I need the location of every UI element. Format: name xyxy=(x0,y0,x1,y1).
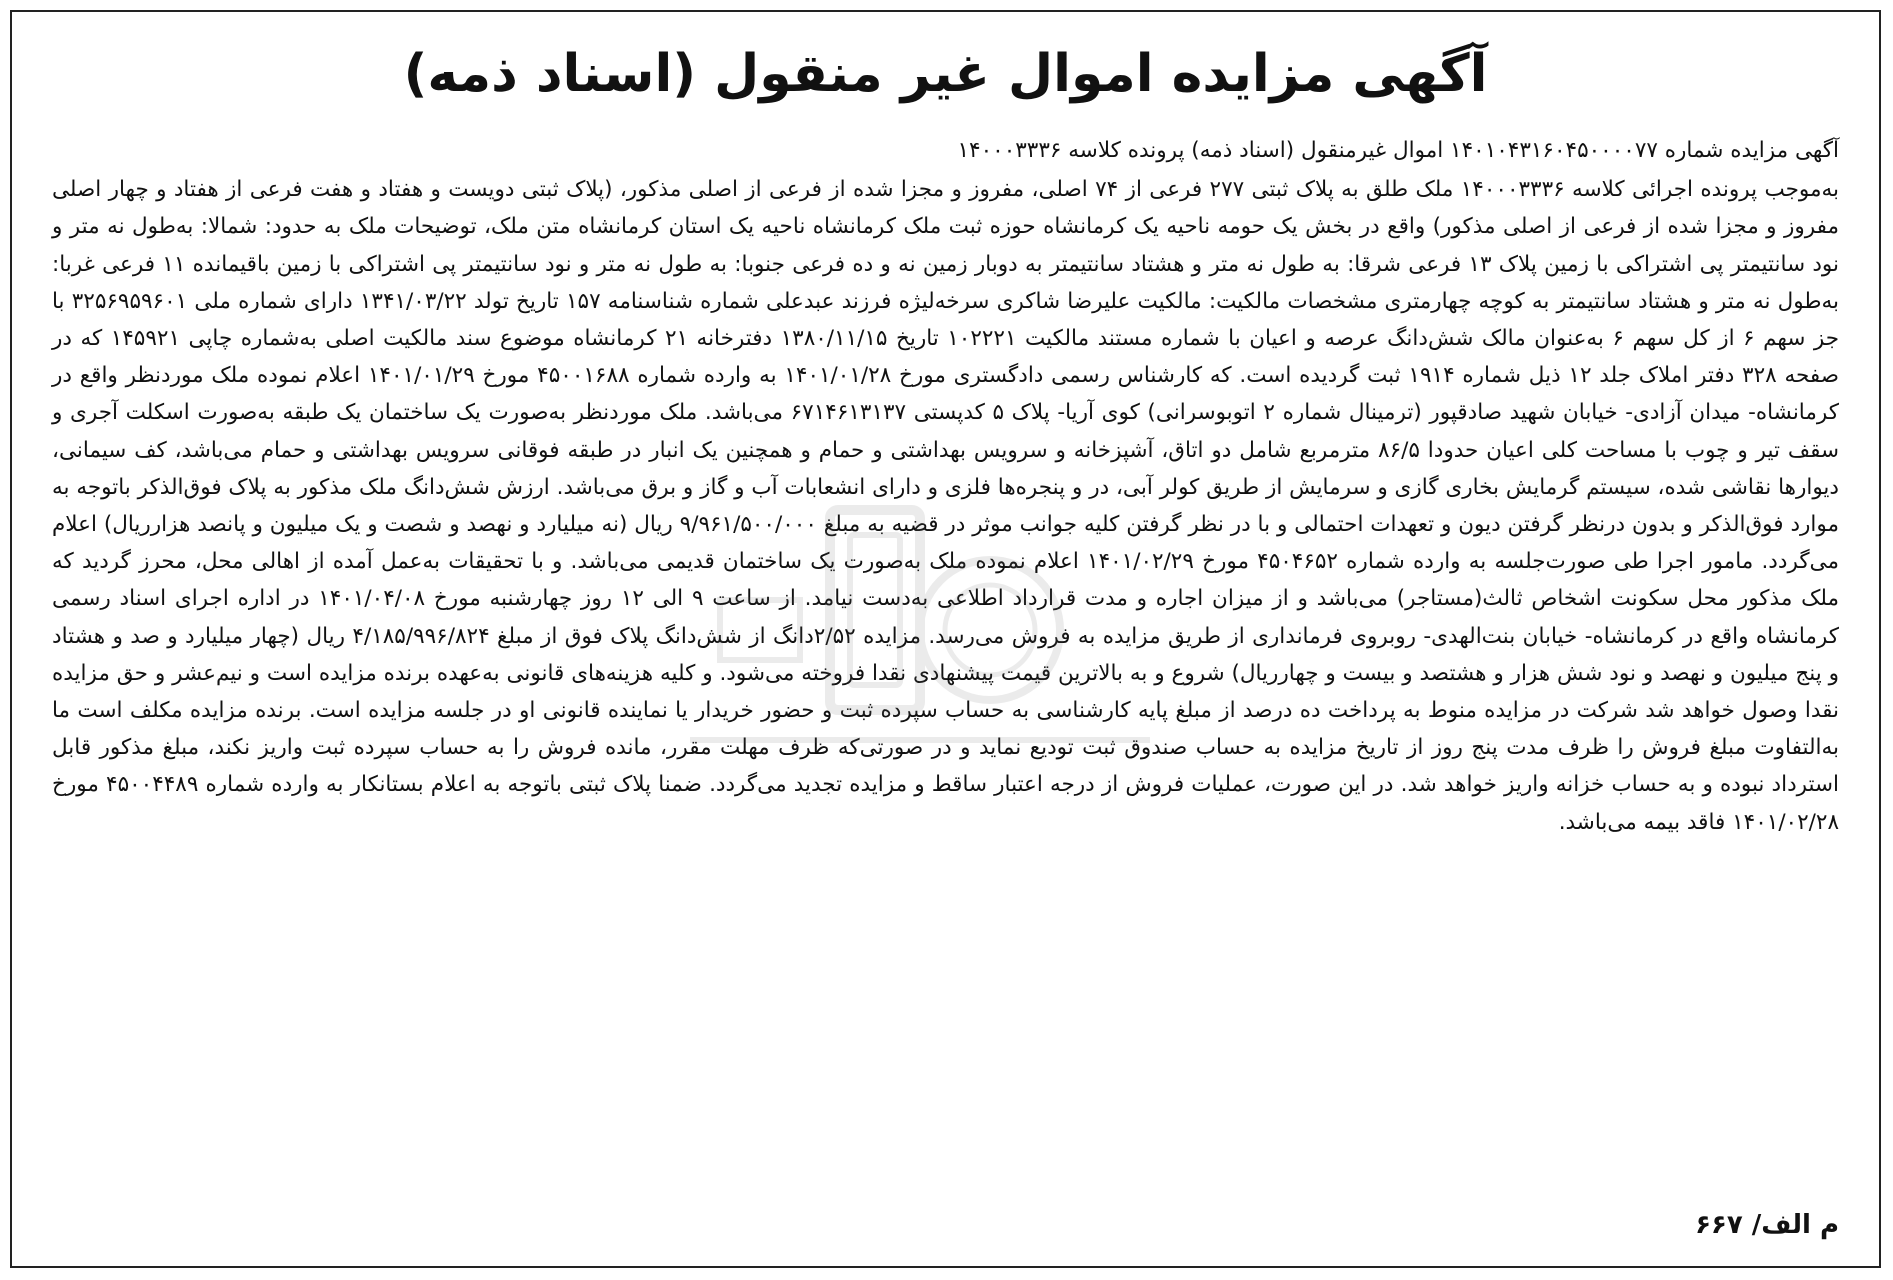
notice-reference-code: م الف/ ۶۶۷ xyxy=(1695,1210,1839,1240)
notice-body-text: به‌موجب پرونده اجرائی کلاسه ۱۴۰۰۰۳۳۳۶ ملک طلق به پلاک ثبتی ۲۷۷ فرعی از ۷۴ اصلی، مفروز و مجزا شده از فرعی از اصلی مذکور، (پلاک ثبتی دویست و هفتاد و هفت فرعی از هفتاد و چهار اصلی مفروز و مجزا شده از فرعی از اصلی مذکور) واقع در بخش یک حومه ناحیه یک کرمانشاه حوزه ثبت ملک کرمانشاه ناحیه یک استان کرمانشاه متن ملک، توضیحات ملک به حدود: شمالا: به‌طول نه متر و نود سانتیمتر پی اشتراکی با زمین پلاک ۱۳ فرعی شرقا: به طول نه متر و هشتاد سانتیمتر به دوبار زمین نه و ده فرعی جنوبا: به طول نه متر و نود سانتیمتر پی اشتراکی با زمین باقیمانده ۱۱ فرعی غربا: به‌طول نه متر و هشتاد سانتیمتر به کوچه چهارمتری مشخصات مالکیت: مالکیت علیرضا شاکری سرخه‌لیژه فرزند عبدعلی شماره شناسنامه ۱۵۷ تاریخ تولد ۱۳۴۱/۰۳/۲۲ دارای شماره ملی ۳۲۵۶۹۵۹۶۰۱ با جز سهم ۶ از کل سهم ۶ به‌عنوان مالک شش‌دانگ عرصه و اعیان با شماره مستند مالکیت ۱۰۲۲۲۱ تاریخ ۱۳۸۰/۱۱/۱۵ دفترخانه ۲۱ کرمانشاه موضوع سند مالکیت اصلی به‌شماره چاپی ۱۴۵۹۲۱ که در صفحه ۳۲۸ دفتر املاک جلد ۱۲ ذیل شماره ۱۹۱۴ ثبت گردیده است. که کارشناس رسمی دادگستری مورخ ۱۴۰۱/۰۱/۲۸ به وارده شماره ۴۵۰۰۱۶۸۸ مورخ ۱۴۰۱/۰۱/۲۹ اعلام نموده ملک موردنظر واقع در کرمانشاه- میدان آزادی- خیابان شهید صادقپور (ترمینال شماره ۲ اتوبوسرانی) کوی آریا- پلاک ۵ کدپستی ۶۷۱۴۶۱۳۱۳۷ می‌باشد. ملک موردنظر به‌صورت یک ساختمان یک طبقه به‌صورت اسکلت آجری و سقف تیر و چوب با مساحت کلی اعیان حدودا ۸۶/۵ مترمربع شامل دو اتاق، آشپزخانه و سرویس بهداشتی و حمام و همچنین یک انبار در طبقه فوقانی سرویس بهداشتی و حمام می‌باشد، کف سیمانی، دیوارها نقاشی شده، سیستم گرمایش بخاری گازی و سرمایش از طریق کولر آبی، در و پنجره‌ها فلزی و دارای انشعابات آب و گاز و برق می‌باشد. ارزش شش‌دانگ ملک مذکور به پلاک فوق‌الذکر باتوجه به موارد فوق‌الذکر و بدون درنظر گرفتن دیون و تعهدات احتمالی و با در نظر گرفتن کلیه جوانب موثر در قضیه به مبلغ ۹/۹۶۱/۵۰۰/۰۰۰ ریال (نه میلیارد و نهصد و شصت و یک میلیون و پانصد هزارریال) اعلام می‌گردد. مامور اجرا طی صورت‌جلسه به وارده شماره ۴۵۰۴۶۵۲ مورخ ۱۴۰۱/۰۲/۲۹ اعلام نموده ملک به‌صورت یک ساختمان قدیمی می‌باشد. و با تحقیقات به‌عمل آمده از اهالی محل، محرز گردید که ملک مذکور محل سکونت اشخاص ثالث(مستاجر) می‌باشد و از میزان اجاره و مدت قرارداد اطلاعی به‌دست نیامد. از ساعت ۹ الی ۱۲ روز چهارشنبه مورخ ۱۴۰۱/۰۴/۰۸ در اداره اجرای اسناد رسمی کرمانشاه واقع در کرمانشاه- خیابان بنت‌الهدی- روبروی فرمانداری از طریق مزایده به فروش می‌رسد. مزایده ۲/۵۲دانگ از شش‌دانگ پلاک فوق از مبلغ ۴/۱۸۵/۹۹۶/۸۲۴ ریال (چهار میلیارد و صد و هشتاد و پنج میلیون و نهصد و نود شش هزار و هشتصد و بیست و چهارریال) شروع و به بالاترین قیمت پیشنهادی نقدا فروخته می‌شود. و کلیه هزینه‌های قانونی به‌عهده برنده مزایده است و نیم‌عشر و حق مزایده نقدا وصول خواهد شد شرکت در مزایده منوط به پرداخت ده درصد از مبلغ پایه کارشناسی به حساب سپرده ثبت و حضور خریدار یا نماینده قانونی او در جلسه مزایده است. برنده مزایده مکلف است ما به‌التفاوت مبلغ فروش را ظرف مدت پنج روز از تاریخ مزایده به حساب صندوق ثبت تودیع نماید و در صورتی‌که ظرف مهلت مقرر، مانده فروش را به حساب سپرده ثبت واریز نکند، مبلغ مذکور قابل استرداد نبوده و به حساب خزانه واریز خواهد شد. در این صورت، عملیات فروش از درجه اعتبار ساقط و مزایده تجدید می‌گردد. ضمنا پلاک ثبتی باتوجه به اعلام بستانکار به وارده شماره ۴۵۰۰۴۴۸۹ مورخ ۱۴۰۱/۰۲/۲۸ فاقد بیمه می‌باشد. xyxy=(52,177,1840,835)
notice-body xyxy=(52,132,1839,841)
notice-title: آگهی مزایده اموال غیر منقول (اسناد ذمه) xyxy=(403,44,1488,104)
notice-lead-line: آگهی مزایده شماره ۱۴۰۱۰۴۳۱۶۰۴۵۰۰۰۰۷۷ اموال غیرمنقول (اسناد ذمه) پرونده کلاسه ۱۴۰۰۰۳۳۳۶ xyxy=(957,138,1839,163)
notice-frame xyxy=(10,10,1881,1268)
